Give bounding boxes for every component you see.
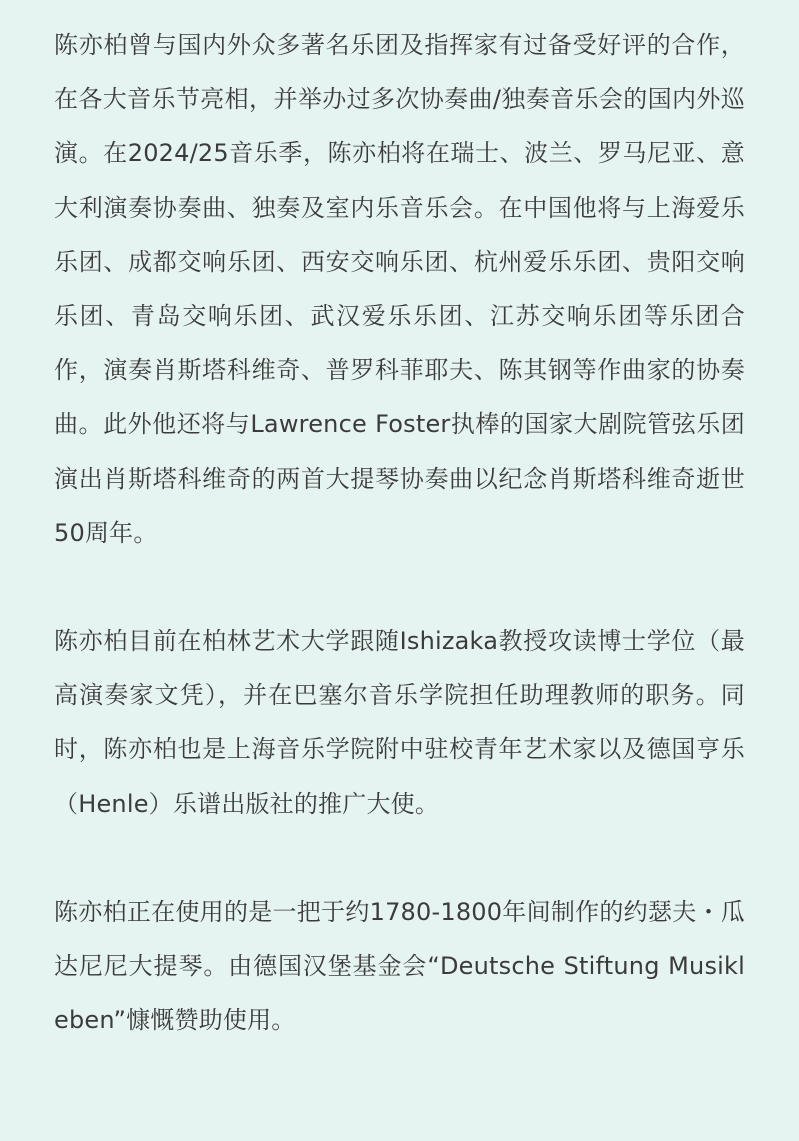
paragraph-instrument: 陈亦柏正在使用的是一把于约1780-1800年间制作的约瑟夫・瓜达尼尼大提琴。由德国汉堡基金会“Deutsche Stiftung Musikleben”慷慨赞助使用。 (54, 897, 745, 1035)
paragraph-education: 陈亦柏目前在柏林艺术大学跟随Ishizaka教授攻读博士学位（最高演奏家文凭），并在巴塞尔音乐学院担任助理教师的职务。同时，陈亦柏也是上海音乐学院附中驻校青年艺术家以及德国亨乐（Henle）乐谱出版社的推广大使。 (54, 627, 745, 818)
paragraph-collaborations: 陈亦柏曾与国内外众多著名乐团及指挥家有过备受好评的合作，在各大音乐节亮相，并举办过多次协奏曲/独奏音乐会的国内外巡演。在2024/25音乐季，陈亦柏将在瑞士、波兰、罗马尼亚、意大利演奏协奏曲、独奏及室内乐音乐会。在中国他将与上海爱乐乐团、成都交响乐团、西安交响乐团、杭州爱乐乐团、贵阳交响乐团、青岛交响乐团、武汉爱乐乐团、江苏交响乐团等乐团合作，演奏肖斯塔科维奇、普罗科菲耶夫、陈其钢等作曲家的协奏曲。此外他还将与Lawrence Foster执棒的国家大剧院管弦乐团演出肖斯塔科维奇的两首大提琴协奏曲以纪念肖斯塔科维奇逝世50周年。 (54, 31, 745, 547)
